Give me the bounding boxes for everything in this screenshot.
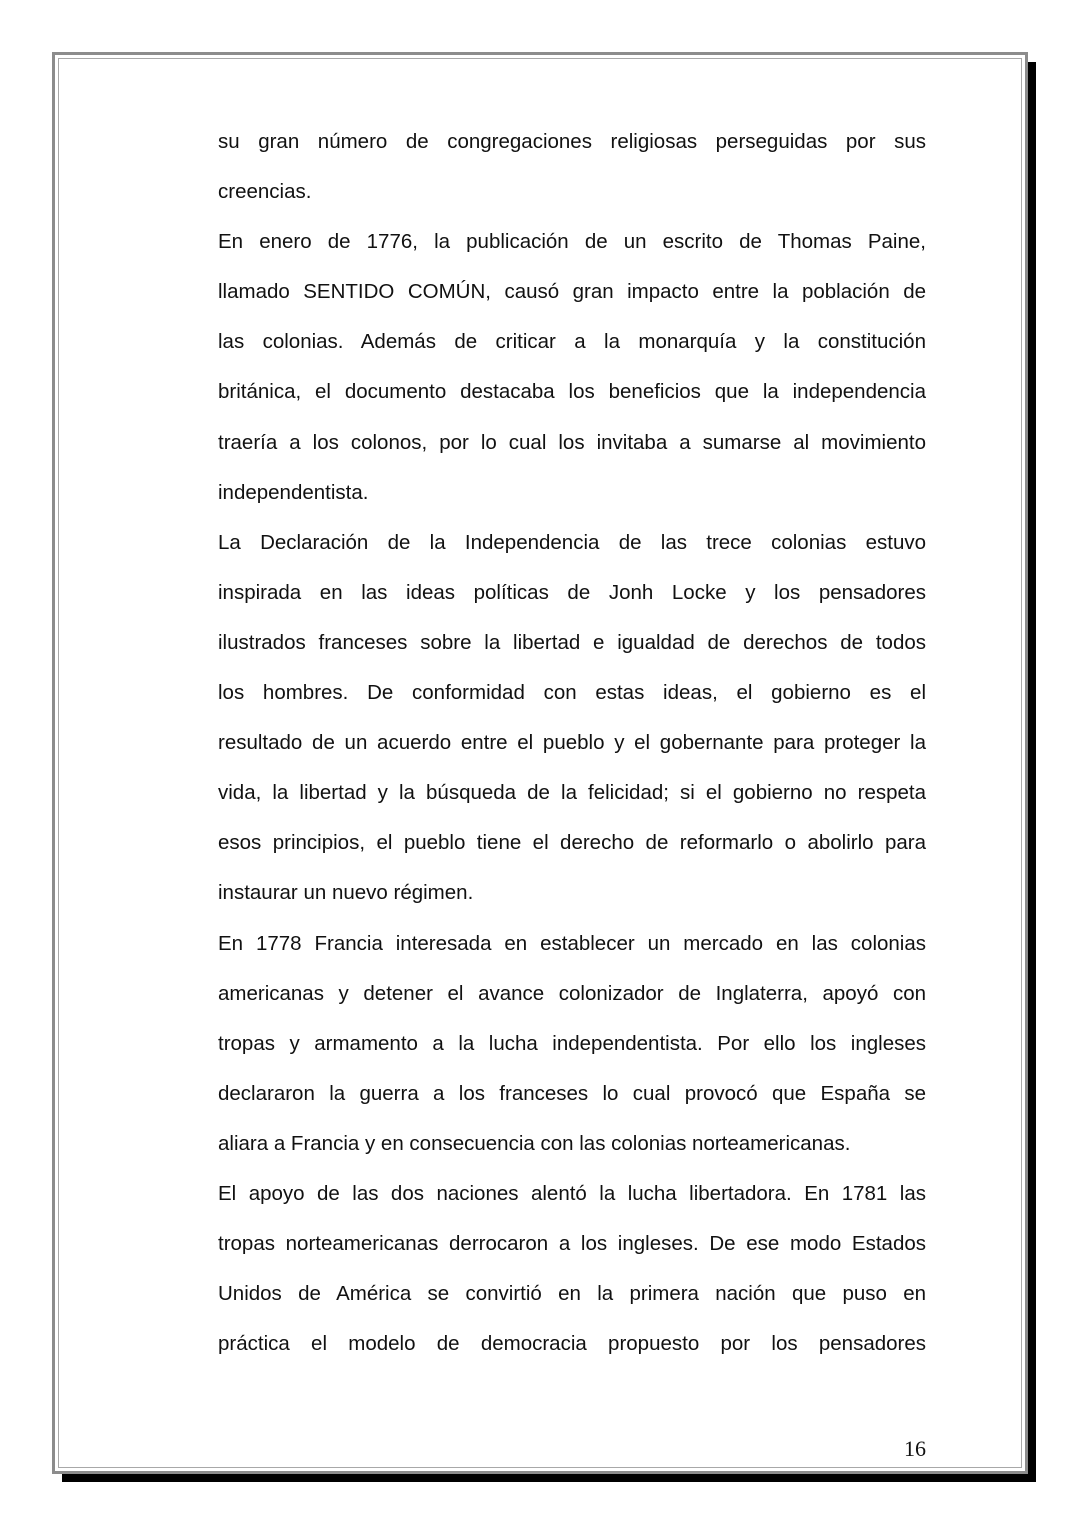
text-line: El apoyo de las dos naciones alentó la lucha libertadora. En 1781 las — [218, 1181, 926, 1205]
text-line: En 1778 Francia interesada en establecer un mercado en las colonias — [218, 931, 926, 955]
page-number: 16 — [904, 1436, 926, 1461]
text-line: En enero de 1776, la publicación de un escrito de Thomas Paine, — [218, 230, 926, 254]
text-line: esos principios, el pueblo tiene el derecho de reformarlo o abolirlo para — [218, 831, 926, 855]
text-line: creencias. — [218, 180, 312, 204]
text-line: independentista. — [218, 480, 369, 504]
text-line: llamado SENTIDO COMÚN, causó gran impacto entre la población de — [218, 280, 926, 304]
text-line: americanas y detener el avance colonizador de Inglaterra, apoyó con — [218, 981, 926, 1005]
text-line: traería a los colonos, por lo cual los invitaba a sumarse al movimiento — [218, 430, 926, 454]
text-line: instaurar un nuevo régimen. — [218, 881, 474, 905]
text-line: las colonias. Además de criticar a la monarquía y la constitución — [218, 330, 926, 354]
text-line: resultado de un acuerdo entre el pueblo y el gobernante para proteger la — [218, 731, 926, 755]
text-line: vida, la libertad y la búsqueda de la felicidad; si el gobierno no respeta — [218, 781, 926, 805]
text-line: ilustrados franceses sobre la libertad e igualdad de derechos de todos — [218, 630, 926, 654]
body-text — [218, 114, 926, 1366]
text-line: tropas norteamericanas derrocaron a los ingleses. De ese modo Estados — [218, 1232, 926, 1256]
text-line: aliara a Francia y en consecuencia con las colonias norteamericanas. — [218, 1131, 851, 1155]
text-line: su gran número de congregaciones religiosas perseguidas por sus — [218, 130, 926, 153]
text-line: británica, el documento destacaba los beneficios que la independencia — [218, 380, 926, 404]
text-line: tropas y armamento a la lucha independentista. Por ello los ingleses — [218, 1031, 926, 1055]
text-line: los hombres. De conformidad con estas ideas, el gobierno es el — [218, 681, 926, 705]
text-line: práctica el modelo de democracia propuesto por los pensadores — [218, 1332, 926, 1356]
text-line: inspirada en las ideas políticas de Jonh Locke y los pensadores — [218, 580, 926, 604]
text-line: Unidos de América se convirtió en la primera nación que puso en — [218, 1282, 926, 1306]
text-line: declararon la guerra a los franceses lo cual provocó que España se — [218, 1081, 926, 1105]
text-line: La Declaración de la Independencia de las trece colonias estuvo — [218, 530, 926, 554]
